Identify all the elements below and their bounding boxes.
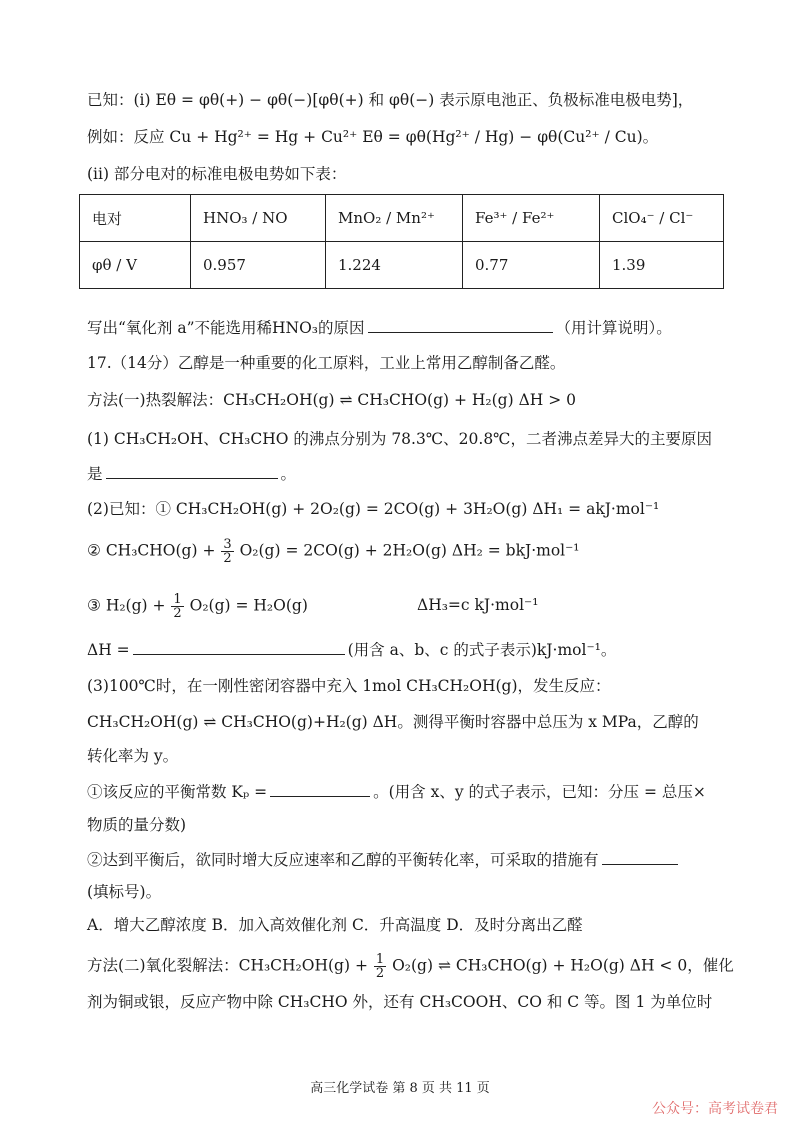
question-text: 写出“氧化剂 a”不能选用稀HNO₃的原因 [87, 319, 365, 337]
fraction-numerator: 3 [223, 537, 232, 552]
q17-part3-measures [87, 848, 760, 872]
known-line-2: 例如：反应 Cu + Hg²⁺ = Hg + Cu²⁺ Eθ = φθ(Hg²⁺ / Hg) − φθ(Cu²⁺ / Cu)。 [87, 128, 659, 146]
question-text: ①该反应的平衡常数 Kₚ = [87, 783, 268, 801]
q17-part1-line-a: (1) CH₃CH₂OH、CH₃CHO 的沸点分别为 78.3℃、20.8℃，二者沸点差异大的主要原因 [87, 430, 713, 448]
q17-part1-line-b [87, 462, 760, 486]
enthalpy-text: ΔH₃=c kJ·mol⁻¹ [417, 596, 539, 614]
fraction-numerator: 1 [173, 592, 182, 607]
fraction [171, 593, 183, 620]
q17-part3-line-a: (3)100℃时，在一刚性密闭容器中充入 1mol CH₃CH₂OH(g)，发生反应： [87, 677, 611, 695]
table-header-cell: 电对 [80, 195, 191, 242]
question-text: （用计算说明）。 [555, 319, 672, 337]
q17-part3-kp [87, 780, 760, 804]
table-cell: 0.957 [191, 242, 326, 289]
question-text: 是 [87, 465, 103, 483]
q17-part3-line-g: (填标号)。 [87, 883, 162, 901]
fraction [374, 953, 386, 980]
q17-part2-eq1: (2)已知：① CH₃CH₂OH(g) + 2O₂(g) = 2CO(g) + 3H₂O(g) ΔH₁ = akJ·mol⁻¹ [87, 500, 660, 518]
q17-title: 17.（14分）乙醇是一种重要的化工原料，工业上常用乙醇制备乙醛。 [87, 354, 566, 372]
question-text: ②达到平衡后，欲同时增大反应速率和乙醇的平衡转化率，可采取的措施有 [87, 851, 599, 869]
question-text: 。(用含 x、y 的式子表示，已知：分压 = 总压× [373, 783, 706, 801]
question-text: (用含 a、b、c 的式子表示)kJ·mol⁻¹。 [347, 641, 617, 659]
table-cell: φθ / V [80, 242, 191, 289]
answer-blank[interactable] [133, 638, 345, 655]
table-cell: 0.77 [463, 242, 600, 289]
fraction-denominator: 2 [223, 551, 232, 566]
q17-part3-line-c: 转化率为 y。 [87, 747, 179, 765]
known-line-1: 已知：(i) Eθ = φθ(+) − φθ(−)[φθ(+) 和 φθ(−) 表示原电池正、负极标准电极电势]， [87, 91, 694, 109]
table-header-cell: Fe³⁺ / Fe²⁺ [463, 195, 600, 242]
table-row [80, 242, 724, 289]
method2-line [87, 953, 760, 980]
answer-blank[interactable] [602, 848, 678, 865]
answer-blank[interactable] [106, 462, 278, 479]
equation-text: O₂(g) ⇌ CH₃CHO(g) + H₂O(g) ΔH < 0，催化 [392, 956, 734, 975]
watermark: 公众号：高考试卷君 [652, 1101, 778, 1117]
fraction [221, 538, 233, 565]
table-row [80, 195, 724, 242]
question-text: ΔH = [87, 641, 130, 659]
answer-blank[interactable] [368, 316, 553, 333]
q17-part3-line-b: CH₃CH₂OH(g) ⇌ CH₃CHO(g)+H₂(g) ΔH。测得平衡时容器中总压为 x MPa，乙醇的 [87, 713, 699, 731]
question-text: 。 [280, 465, 297, 483]
fraction-denominator: 2 [173, 606, 182, 621]
table-header-cell: MnO₂ / Mn²⁺ [326, 195, 463, 242]
fraction-denominator: 2 [375, 966, 385, 981]
q17-part2-eq2 [87, 538, 760, 565]
answer-blank[interactable] [270, 780, 370, 797]
known-line-3: (ii) 部分电对的标准电极电势如下表： [87, 165, 347, 183]
equation-text: O₂(g) = 2CO(g) + 2H₂O(g) ΔH₂ = bkJ·mol⁻¹ [239, 541, 580, 560]
equation-text: ② CH₃CHO(g) + [87, 541, 216, 560]
fraction-numerator: 1 [375, 952, 385, 967]
method2-line-b: 剂为铜或银，反应产物中除 CH₃CHO 外，还有 CH₃COOH、CO 和 C 等。图 1 为单位时 [87, 993, 713, 1011]
q17-options: A．增大乙醇浓度 B．加入高效催化剂 C．升高温度 D．及时分离出乙醛 [87, 916, 583, 934]
equation-text: 方法(二)氧化裂解法：CH₃CH₂OH(g) + [87, 956, 368, 975]
q17-part2-answer [87, 638, 760, 662]
table-cell: 1.224 [326, 242, 463, 289]
equation-text: O₂(g) = H₂O(g) [189, 596, 308, 615]
method1-line: 方法(一)热裂解法：CH₃CH₂OH(g) ⇌ CH₃CHO(g) + H₂(g) ΔH > 0 [87, 391, 576, 409]
table-header-cell: ClO₄⁻ / Cl⁻ [600, 195, 724, 242]
q17-part3-line-e: 物质的量分数) [87, 816, 187, 834]
table-cell: 1.39 [600, 242, 724, 289]
potential-table [79, 194, 724, 289]
equation-text: ③ H₂(g) + [87, 596, 166, 615]
table-header-cell: HNO₃ / NO [191, 195, 326, 242]
question-write-line [87, 316, 760, 340]
q17-part2-eq3 [87, 593, 760, 620]
page-footer: 高三化学试卷 第 8 页 共 11 页 [310, 1081, 490, 1096]
